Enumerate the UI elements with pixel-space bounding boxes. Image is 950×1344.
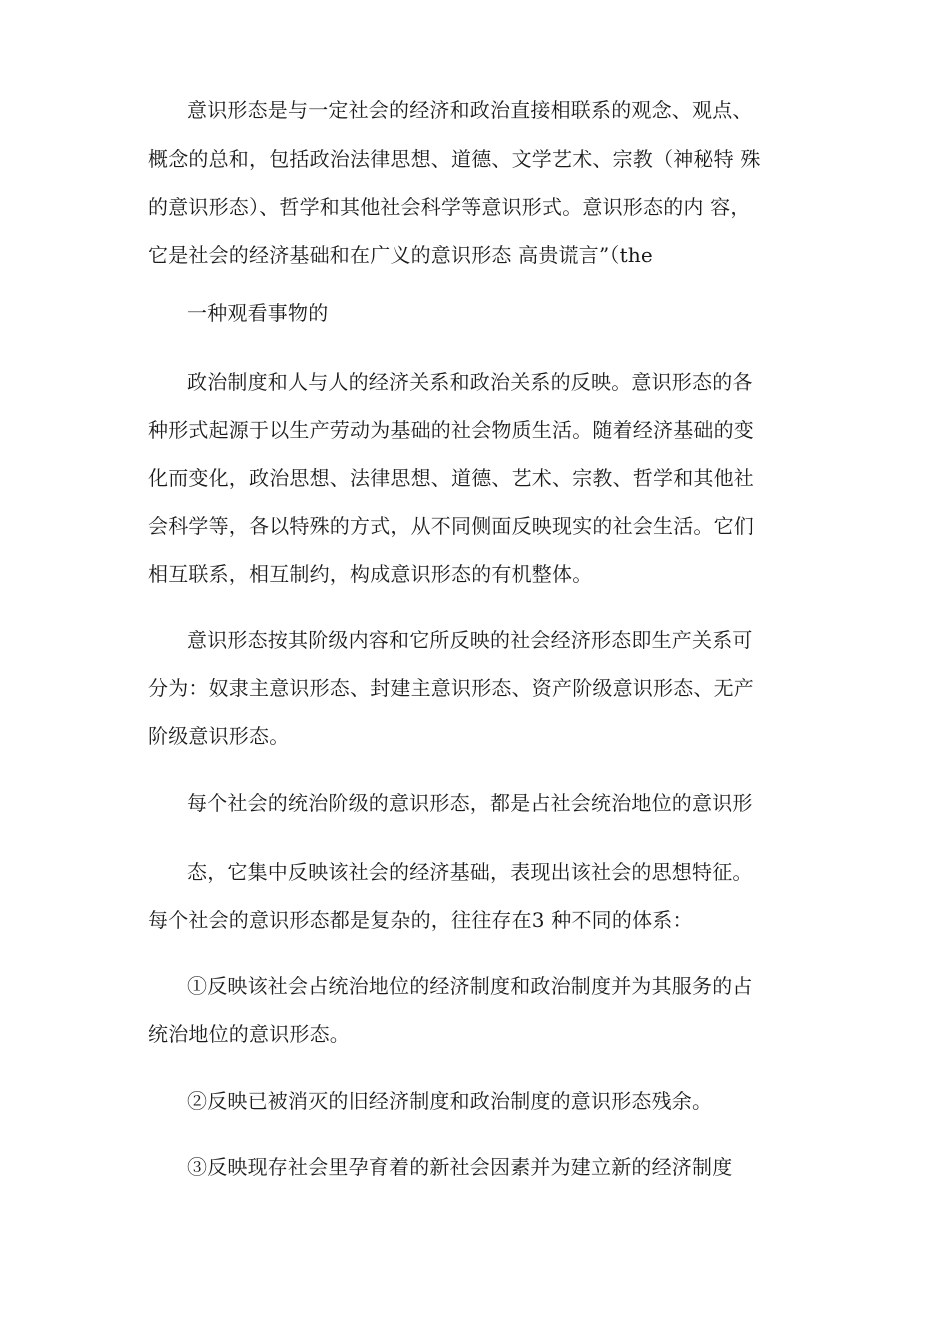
text-line: ①反映该社会占统治地位的经济制度和政治制度并为其服务的占	[187, 974, 753, 998]
text-line: 相互联系，相互制约，构成意识形态的有机整体。	[148, 562, 593, 586]
text-line: 概念的总和，包括政治法律思想、道德、文学艺术、宗教（神秘特 殊	[148, 147, 761, 171]
text-line: 的意识形态）、哲学和其他社会科学等意识形式。意识形态的内 容，	[148, 195, 751, 219]
text-line: 每个社会的意识形态都是复杂的，往往存在3 种不同的体系：	[148, 908, 693, 932]
text-line: 它是社会的经济基础和在广义的意识形态 高贵谎言”（the	[148, 243, 653, 267]
text-line: 会科学等，各以特殊的方式，从不同侧面反映现实的社会生活。它们	[148, 514, 754, 538]
text-line: 分为：奴隶主意识形态、封建主意识形态、资产阶级意识形态、无产	[148, 676, 754, 700]
text-line: 每个社会的统治阶级的意识形态，都是占社会统治地位的意识形	[187, 791, 753, 815]
text-line: 意识形态按其阶级内容和它所反映的社会经济形态即生产关系可	[187, 628, 753, 652]
text-line: 政治制度和人与人的经济关系和政治关系的反映。意识形态的各	[187, 370, 753, 394]
text-line: 种形式起源于以生产劳动为基础的社会物质生活。随着经济基础的变	[148, 418, 754, 442]
text-line: ③反映现存社会里孕育着的新社会因素并为建立新的经济制度	[187, 1155, 733, 1179]
text-line: ②反映已被消灭的旧经济制度和政治制度的意识形态残余。	[187, 1089, 713, 1113]
text-line: 一种观看事物的	[187, 301, 329, 325]
text-line: 化而变化，政治思想、法律思想、道德、艺术、宗教、哲学和其他社	[148, 466, 754, 490]
text-line: 统治地位的意识形态。	[148, 1022, 350, 1046]
text-line: 阶级意识形态。	[148, 724, 290, 748]
text-line: 态，它集中反映该社会的经济基础，表现出该社会的思想特征。	[187, 860, 753, 884]
text-line: 意识形态是与一定社会的经济和政治直接相联系的观念、观点、	[187, 98, 753, 122]
